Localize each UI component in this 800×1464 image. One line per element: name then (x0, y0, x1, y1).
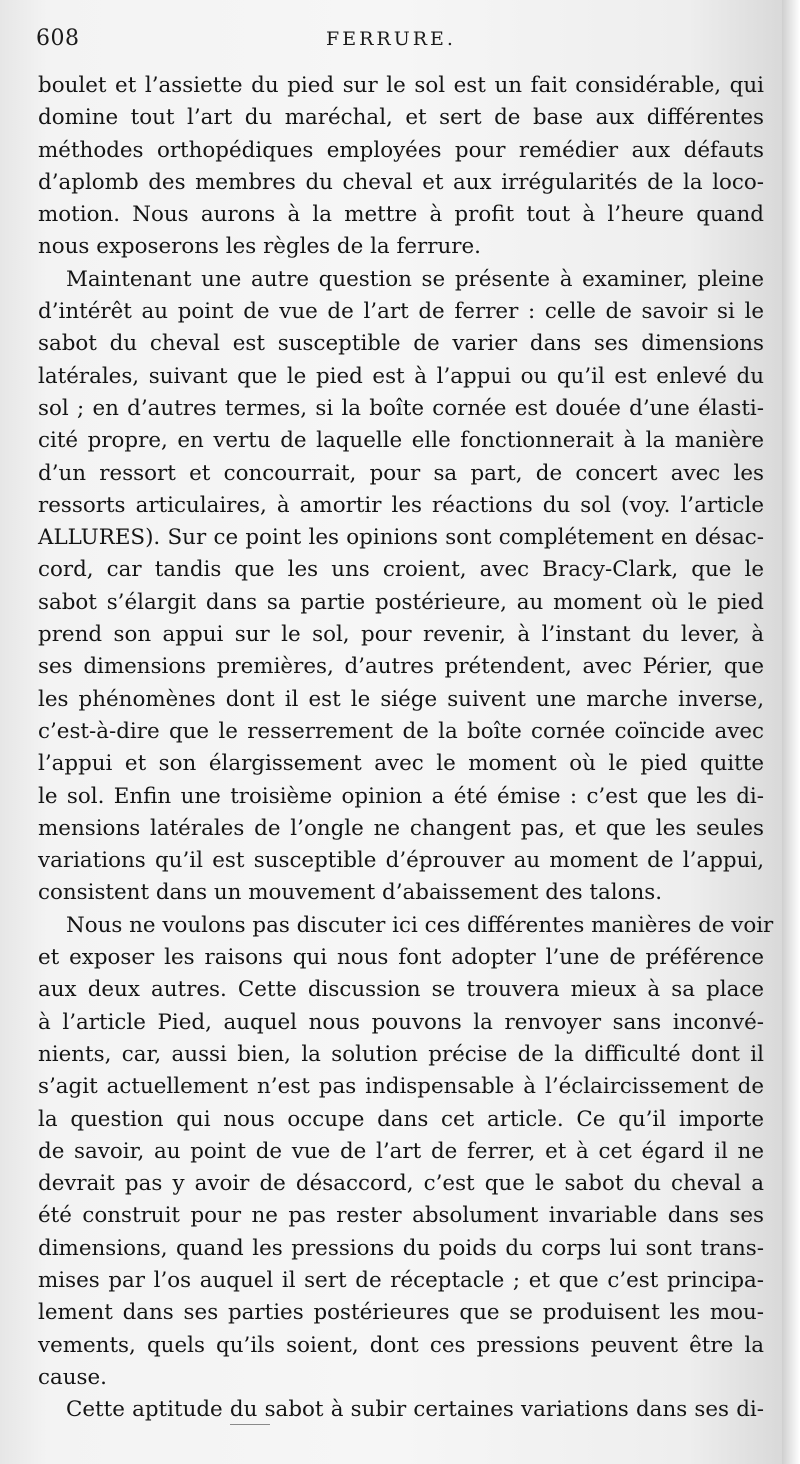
text-line: Maintenant une autre question se présente à examiner, pleine (66, 266, 764, 292)
text-line: été construit pour ne pas rester absolument invariable dans ses (38, 1203, 764, 1229)
text-line: sol ; en d’autres termes, si la boîte cornée est douée d’une élasti- (38, 395, 764, 421)
text-line: mensions latérales de l’ongle ne changent pas, et que les seules (38, 815, 764, 841)
page-header (0, 18, 782, 58)
text-line: d’aplomb des membres du cheval et aux irrégularités de la loco- (38, 169, 764, 195)
text-line: ALLURES). Sur ce point les opinions sont complétement en désac- (38, 525, 764, 551)
text-line: cité propre, en vertu de laquelle elle fonctionnerait à la manière (38, 428, 764, 454)
text-line: latérales, suivant que le pied est à l’appui ou qu’il est enlevé du (38, 363, 764, 389)
text-line: la question qui nous occupe dans cet article. Ce qu’il importe (38, 1106, 764, 1132)
text-line: dimensions, quand les pressions du poids du corps lui sont trans- (38, 1235, 764, 1261)
text-line: de savoir, au point de vue de l’art de ferrer, et à cet égard il ne (38, 1138, 764, 1164)
text-line: devrait pas y avoir de désaccord, c’est que le sabot du cheval a (38, 1171, 764, 1197)
text-line: aux deux autres. Cette discussion se trouvera mieux à sa place (38, 977, 764, 1003)
text-line: s’agit actuellement n’est pas indispensable à l’éclaircissement de (38, 1074, 764, 1100)
text-line: nous exposerons les règles de la ferrure. (38, 234, 481, 260)
text-line: méthodes orthopédiques employées pour remédier aux défauts (38, 137, 764, 163)
text-line: sabot du cheval est susceptible de varier dans ses dimensions (38, 331, 764, 357)
text-line: motion. Nous aurons à la mettre à profit tout à l’heure quand (38, 202, 764, 228)
body-text (38, 70, 774, 1426)
text-line: lement dans ses parties postérieures que se produisent les mou- (38, 1300, 764, 1326)
text-line: vements, quels qu’ils soient, dont ces pressions peuvent être la (38, 1332, 764, 1358)
footer-mark (230, 1424, 270, 1425)
text-line: d’un ressort et concourrait, pour sa part, de concert avec les (38, 460, 764, 486)
page-edge (782, 0, 800, 1464)
text-line: le sol. Enfin une troisième opinion a été émise : c’est que les di- (38, 783, 764, 809)
running-head: FERRURE. (326, 28, 456, 50)
text-line: cause. (38, 1364, 107, 1390)
text-line: boulet et l’assiette du pied sur le sol est un fait considérable, qui (38, 73, 764, 98)
text-line: sabot s’élargit dans sa partie postérieure, au moment où le pied (38, 589, 764, 615)
text-line: consistent dans un mouvement d’abaissement des talons. (38, 880, 663, 906)
text-line: domine tout l’art du maréchal, et sert de base aux différentes (38, 105, 764, 131)
text-line: et exposer les raisons qui nous font adopter l’une de préférence (38, 945, 764, 971)
text-line: c’est-à-dire que le resserrement de la boîte cornée coïncide avec (38, 718, 764, 744)
text-line: ses dimensions premières, d’autres prétendent, avec Périer, que (38, 654, 764, 680)
text-line: mises par l’os auquel il sert de réceptacle ; et que c’est principa- (38, 1267, 764, 1293)
text-line: d’intérêt au point de vue de l’art de ferrer : celle de savoir si le (38, 299, 764, 325)
text-line: les phénomènes dont il est le siége suivent une marche inverse, (38, 686, 764, 712)
text-line: Cette aptitude du sabot à subir certaines variations dans ses di- (66, 1397, 764, 1423)
text-line: variations qu’il est susceptible d’éprouver au moment de l’appui, (38, 848, 764, 874)
text-line: ressorts articulaires, à amortir les réactions du sol (voy. l’article (38, 492, 764, 518)
text-line: prend son appui sur le sol, pour revenir, à l’instant du lever, à (38, 622, 764, 648)
text-line: Nous ne voulons pas discuter ici ces différentes manières de voir (66, 912, 774, 938)
text-line: à l’article Pied, auquel nous pouvons la renvoyer sans inconvé- (38, 1009, 764, 1035)
text-line: nients, car, aussi bien, la solution précise de la difficulté dont il (38, 1041, 764, 1067)
page-number: 608 (36, 26, 80, 51)
text-line: cord, car tandis que les uns croient, avec Bracy-Clark, que le (38, 557, 764, 583)
text-line: l’appui et son élargissement avec le moment où le pied quitte (38, 751, 764, 777)
